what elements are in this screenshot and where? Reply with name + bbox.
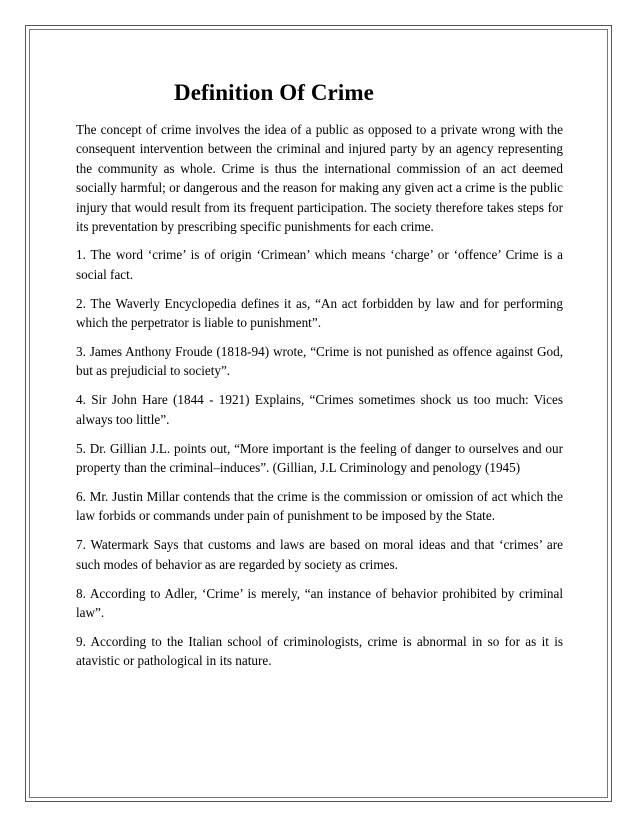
definition-item-9: 9. According to the Italian school of criminologists, crime is abnormal in so for as it is atavistic or pathological in its nature.: [76, 633, 563, 669]
definition-item-4: 4. Sir John Hare (1844 - 1921) Explains, “Crimes sometimes shock us too much: Vices always too little”.: [76, 392, 563, 427]
document-body: [76, 78, 563, 680]
intro-paragraph: The concept of crime involves the idea of a public as opposed to a private wrong with the consequent intervention between the criminal and injured party by an agency representing the community as whole. Crime is thus the international commission of an act deemed socially harmful; or dangerous and the reason for making any given act a crime is the public injury that would result from its frequent participation. The society therefore takes steps for its preventation by prescribing specific punishments for each crime.: [76, 122, 563, 235]
definition-item-5: 5. Dr. Gillian J.L. points out, “More important is the feeling of danger to ourselves and our property than the criminal–induces”. (Gillian, J.L Criminology and penology (1945): [76, 440, 563, 476]
definition-item-7: 7. Watermark Says that customs and laws are based on moral ideas and that ‘crimes’ are such modes of behavior as are regarded by society as crimes.: [76, 537, 563, 572]
definition-item-1: 1. The word ‘crime’ is of origin ‘Crimean’ which means ‘charge’ or ‘offence’ Crime is a social fact.: [76, 247, 563, 282]
document-title: Definition Of Crime: [174, 80, 374, 105]
definition-item-3: 3. James Anthony Froude (1818-94) wrote, “Crime is not punished as offence against God, but as prejudicial to society”.: [76, 344, 563, 379]
definition-item-2: 2. The Waverly Encyclopedia defines it as, “An act forbidden by law and for performing which the perpetrator is liable to punishment”.: [76, 295, 563, 331]
definition-item-6: 6. Mr. Justin Millar contends that the crime is the commission or omission of act which the law forbids or commands under pain of punishment to be imposed by the State.: [76, 489, 563, 524]
definition-item-8: 8. According to Adler, ‘Crime’ is merely, “an instance of behavior prohibited by criminal law”.: [76, 585, 563, 621]
